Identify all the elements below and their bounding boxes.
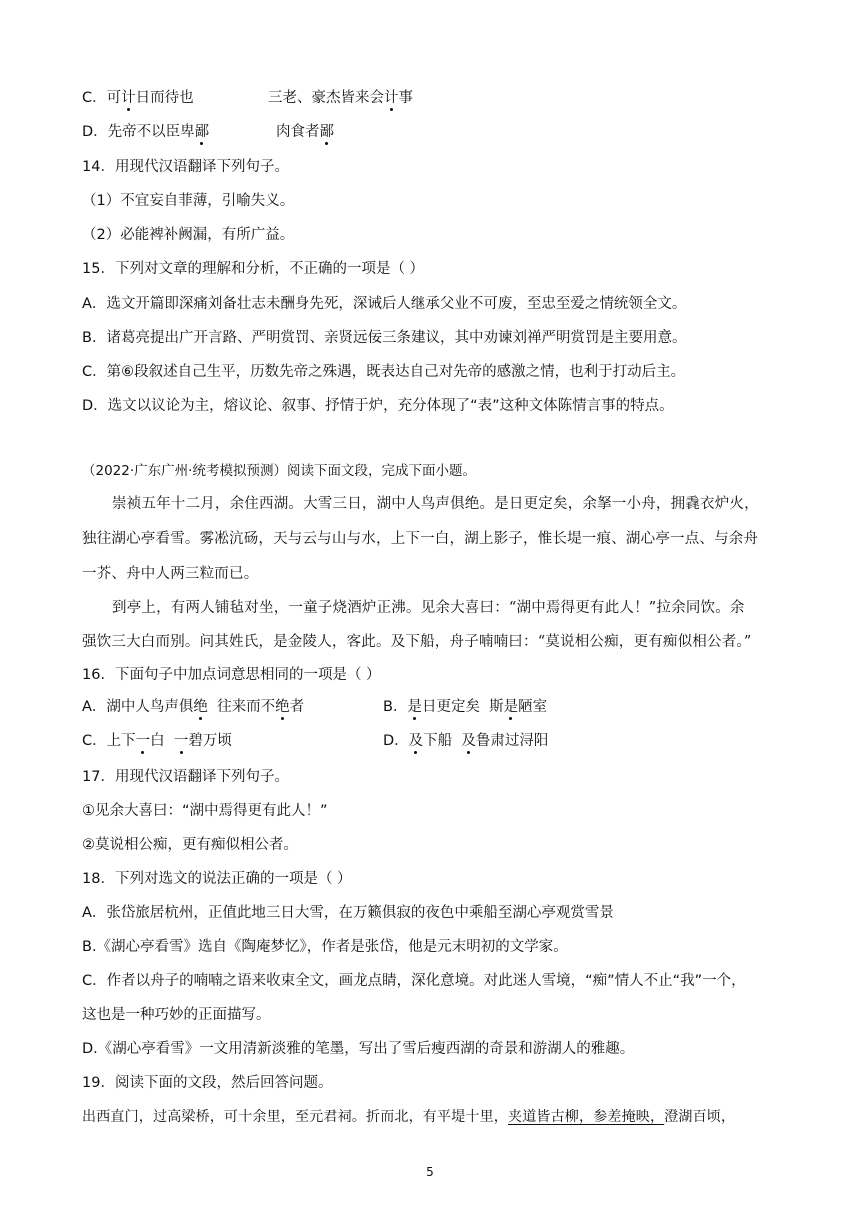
q19-passage-line1: 出西直门，过高梁桥，可十余里，至元君祠。折而北，有平堤十里，夹道皆古柳，参差掩映，澄湖百顷，	[82, 1109, 736, 1125]
q18-option-d: D.《湖心亭看雪》一文用清新淡雅的笔墨，写出了雪后瘦西湖的奇景和游湖人的雅趣。	[82, 1041, 635, 1057]
q17-sentence-1: ①见余大喜曰：“湖中焉得更有此人！”	[82, 803, 328, 819]
q13-option-d-right: 肉食者鄙	[276, 124, 334, 140]
q16-option-b: B．是日更定矣 斯是陋室	[383, 699, 548, 715]
q15-option-a: A．选文开篇即深痛刘备壮志未酬身先死，深诫后人继承父业不可废，至忠至爱之情统领全文。	[82, 296, 687, 312]
q18-stem: 18．下列对选文的说法正确的一项是（ ）	[82, 871, 352, 887]
q16-option-d: D．及下船 及鲁肃过浔阳	[383, 733, 549, 749]
passage-p1-line1: 崇祯五年十二月，余住西湖。大雪三日，湖中人鸟声俱绝。是日更定矣，余拏一小舟，拥毳衣炉火，	[112, 496, 759, 512]
q18-option-c-line1: C．作者以舟子的喃喃之语来收束全文，画龙点睛，深化意境。对此迷人雪境，“痴”情人不止“我”一个，	[82, 973, 746, 989]
q17-stem: 17．用现代汉语翻译下列句子。	[82, 769, 289, 785]
q14-sentence-2: （2）必能裨补阙漏，有所广益。	[82, 227, 295, 243]
passage-p2-line1: 到亭上，有两人铺毡对坐，一童子烧酒炉正沸。见余大喜曰：“湖中焉得更有此人！”拉余同饮。余	[112, 600, 745, 616]
q13-option-c: C．可计日而待也	[82, 90, 194, 106]
q15-stem: 15．下列对文章的理解和分析，不正确的一项是（ ）	[82, 261, 425, 277]
q16-option-c: C．上下一白 一碧万顷	[82, 733, 232, 749]
q17-sentence-2: ②莫说相公痴，更有痴似相公者。	[82, 837, 298, 853]
q15-option-c: C．第⑥段叙述自己生平，历数先帝之殊遇，既表达自己对先帝的感激之情，也利于打动后主。	[82, 364, 686, 380]
q18-option-a: A．张岱旅居杭州，正值此地三日大雪，在万籁俱寂的夜色中乘船至湖心亭观赏雪景	[82, 905, 614, 921]
q16-option-a: A．湖中人鸟声俱绝 往来而不绝者	[82, 699, 305, 715]
passage-p2-line2: 强饮三大白而别。问其姓氏，是金陵人，客此。及下船，舟子喃喃曰：“莫说相公痴，更有痴似相公者。”	[82, 634, 752, 650]
q18-option-b: B.《湖心亭看雪》选自《陶庵梦忆》，作者是张岱，他是元末明初的文学家。	[82, 939, 568, 955]
q13-option-c-right: 三老、豪杰皆来会计事	[268, 90, 413, 106]
q15-option-b: B．诸葛亮提出广开言路、严明赏罚、亲贤远佞三条建议，其中劝谏刘禅严明赏罚是主要用意。	[82, 330, 687, 346]
q19-stem: 19．阅读下面的文段，然后回答问题。	[82, 1075, 333, 1091]
q19-underlined-phrase: 夹道皆古柳，参差掩映，	[508, 1109, 665, 1125]
passage-source: （2022·广东广州·统考模拟预测）阅读下面文段，完成下面小题。	[82, 463, 476, 479]
passage-p1-line3: 一芥、舟中人两三粒而已。	[82, 566, 259, 582]
passage-p1-line2: 独往湖心亭看雪。雾凇沆砀，天与云与山与水，上下一白，湖上影子，惟长堤一痕、湖心亭一点、与余舟	[82, 531, 759, 547]
q14-sentence-1: （1）不宜妄自菲薄，引喻失义。	[82, 193, 295, 209]
q13-option-d: D．先帝不以臣卑鄙	[82, 124, 210, 140]
q14-stem: 14．用现代汉语翻译下列句子。	[82, 159, 289, 175]
q18-option-c-line2: 这也是一种巧妙的正面描写。	[82, 1007, 271, 1023]
q16-stem: 16．下面句子中加点词意思相同的一项是（ ）	[82, 667, 381, 683]
page-number: 5	[426, 1165, 434, 1179]
q15-option-d: D．选文以议论为主，熔议论、叙事、抒情于炉，充分体现了“表”这种文体陈情言事的特点。	[82, 398, 674, 414]
